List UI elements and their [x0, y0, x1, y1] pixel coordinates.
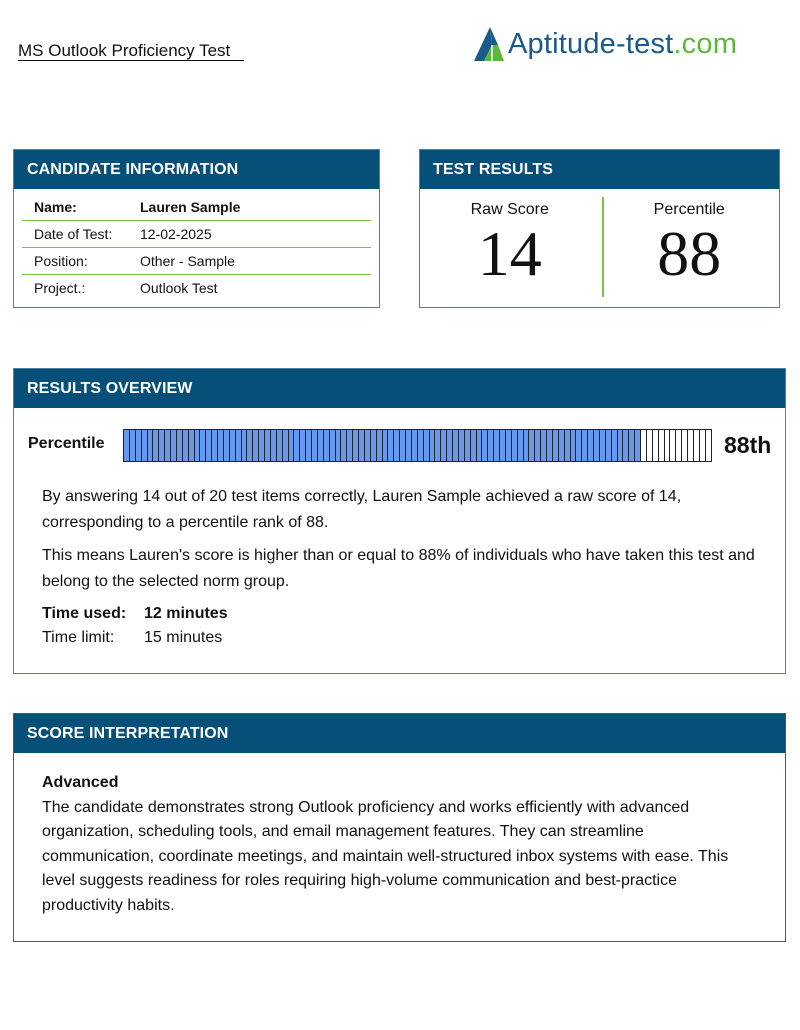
score-interpretation-panel — [13, 713, 786, 942]
info-row-name — [22, 194, 371, 221]
interpretation-level: Advanced — [42, 774, 119, 791]
info-row-project — [22, 275, 371, 301]
raw-score-value: 14 — [477, 218, 542, 289]
candidate-info-table — [22, 194, 371, 301]
time-used-label: Time used: — [42, 605, 127, 622]
info-label: Date of Test: — [34, 226, 113, 242]
info-value: Outlook Test — [140, 280, 218, 296]
test-results-panel — [419, 149, 780, 308]
results-overview-panel — [13, 368, 786, 674]
info-value: Lauren Sample — [140, 199, 241, 215]
percentile-value: 88 — [657, 218, 722, 289]
candidate-information-heading: CANDIDATE INFORMATION — [14, 150, 379, 189]
mountain-logo-icon — [470, 25, 506, 63]
overview-paragraph-2: This means Lauren's score is higher than or equal to 88% of individuals who have taken this test and belong to the selected norm group. — [42, 547, 755, 590]
time-used-row — [42, 602, 757, 626]
percentile-bar-value: 88th — [724, 432, 772, 458]
percentile-block — [600, 189, 780, 307]
info-label: Project.: — [34, 280, 86, 296]
info-label: Name: — [34, 199, 77, 215]
score-divider — [602, 197, 604, 297]
brand-logo — [470, 24, 737, 64]
info-label: Position: — [34, 253, 88, 269]
logo-text-main: Aptitude-test — [508, 28, 674, 60]
info-row-date — [22, 221, 371, 248]
time-limit-row — [42, 626, 757, 650]
info-value: 12-02-2025 — [140, 226, 212, 242]
test-results-heading: TEST RESULTS — [420, 150, 779, 189]
interpretation-description: The candidate demonstrates strong Outlook proficiency and works efficiently with advanced organization, scheduling tools, and email management features. They can streamline communication, coordinate meetings, and maintain well-structured inbox systems with ease. This level suggests readiness for roles requiring high-volume communication and best-practice productivity habits. — [42, 798, 729, 914]
time-limit-value: 15 minutes — [144, 629, 223, 646]
time-table — [42, 602, 757, 650]
percentile-label: Percentile — [653, 201, 725, 218]
candidate-information-panel — [13, 149, 380, 308]
info-row-position — [22, 248, 371, 275]
raw-score-label: Raw Score — [470, 201, 549, 218]
raw-score-block — [420, 189, 600, 307]
overview-paragraph-1: By answering 14 out of 20 test items correctly, Lauren Sample achieved a raw score of 14, corresponding to a percentile rank of 88. — [42, 488, 682, 531]
results-overview-heading: RESULTS OVERVIEW — [14, 369, 785, 408]
time-used-value: 12 minutes — [144, 605, 228, 622]
percentile-bar — [123, 429, 712, 462]
logo-text-tld: .com — [673, 28, 738, 60]
time-limit-label: Time limit: — [42, 629, 115, 646]
document-title: MS Outlook Proficiency Test — [18, 41, 244, 61]
info-value: Other - Sample — [140, 253, 235, 269]
score-interpretation-heading: SCORE INTERPRETATION — [14, 714, 785, 753]
percentile-bar-segment — [706, 430, 711, 461]
percentile-bar-label: Percentile — [28, 435, 105, 452]
